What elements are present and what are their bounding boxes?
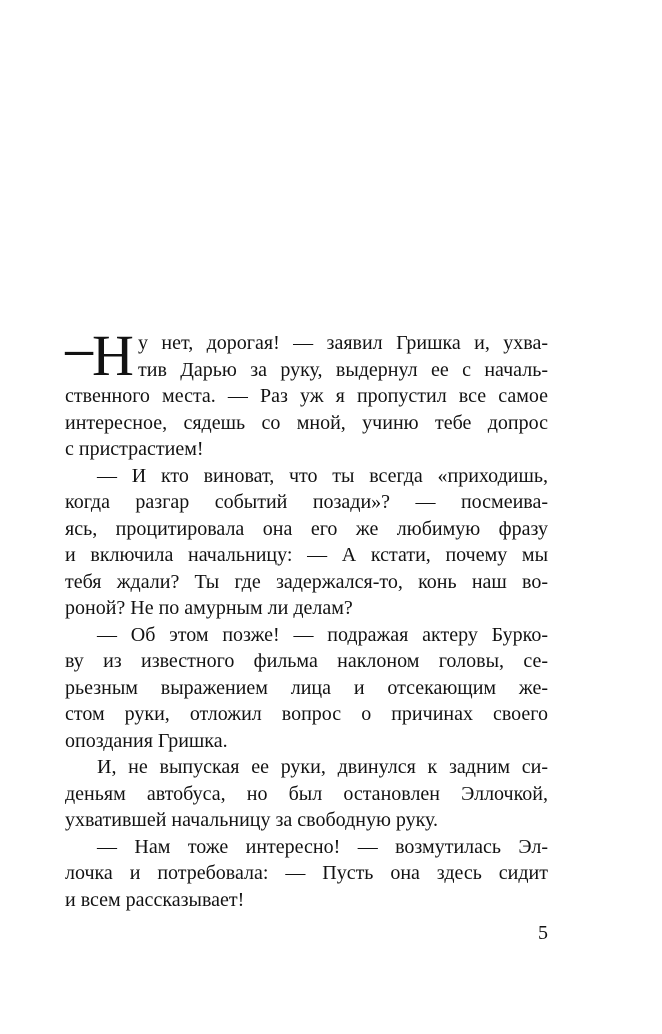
text-line: стом руки, отложил вопрос о причинах своего xyxy=(65,703,548,725)
text-line: — Нам тоже интересно! — возмутилась Эл- xyxy=(97,835,548,858)
text-line: ву из известного фильма наклоном головы, се- xyxy=(65,650,548,672)
text-line: тебя ждали? Ты где задержался-то, конь наш во- xyxy=(65,570,548,593)
page-number: 5 xyxy=(538,922,548,944)
text-line: тив Дарью за руку, выдернул ее с началь- xyxy=(138,358,548,381)
page-text xyxy=(65,323,548,913)
drop-cap-letter: Н xyxy=(92,323,134,388)
text-line: и всем рассказывает! xyxy=(65,888,245,911)
paragraph xyxy=(65,463,548,622)
paragraph xyxy=(65,834,548,914)
text-line: лочка и потребовала: — Пусть она здесь сидит xyxy=(65,862,548,884)
text-line: ухватившей начальницу за свободную руку. xyxy=(65,809,439,831)
text-line: опоздания Гришка. xyxy=(65,729,228,752)
text-line: и включила начальницу: — А кстати, почему мы xyxy=(65,544,548,566)
paragraph xyxy=(65,754,548,834)
text-line: ственного места. — Раз уж я пропустил все самое xyxy=(65,385,548,407)
text-line: у нет, дорогая! — заявил Гришка и, ухва- xyxy=(138,332,548,354)
paragraph xyxy=(65,622,548,755)
opening-paragraph xyxy=(65,323,548,463)
em-dash: — xyxy=(65,325,94,374)
text-line: с пристрастием! xyxy=(65,438,204,460)
text-line: — Об этом позже! — подражая актеру Бурко- xyxy=(97,623,548,646)
text-line: когда разгар событий позади»? — посмеива- xyxy=(65,491,548,513)
text-line: интересное, сядешь со мной, учиню тебе допрос xyxy=(65,411,548,434)
text-line: И, не выпуская ее руки, двинулся к задним си- xyxy=(97,756,548,778)
text-line: — И кто виноват, что ты всегда «приходишь, xyxy=(97,464,548,487)
text-line: ясь, процитировала она его же любимую фразу xyxy=(65,517,548,540)
text-line: роной? Не по амурным ли делам? xyxy=(65,597,353,619)
text-line: рьезным выражением лица и отсекающим же- xyxy=(65,676,548,699)
text-line: деньям автобуса, но был остановлен Эллочкой, xyxy=(65,782,548,805)
drop-cap xyxy=(65,323,135,388)
